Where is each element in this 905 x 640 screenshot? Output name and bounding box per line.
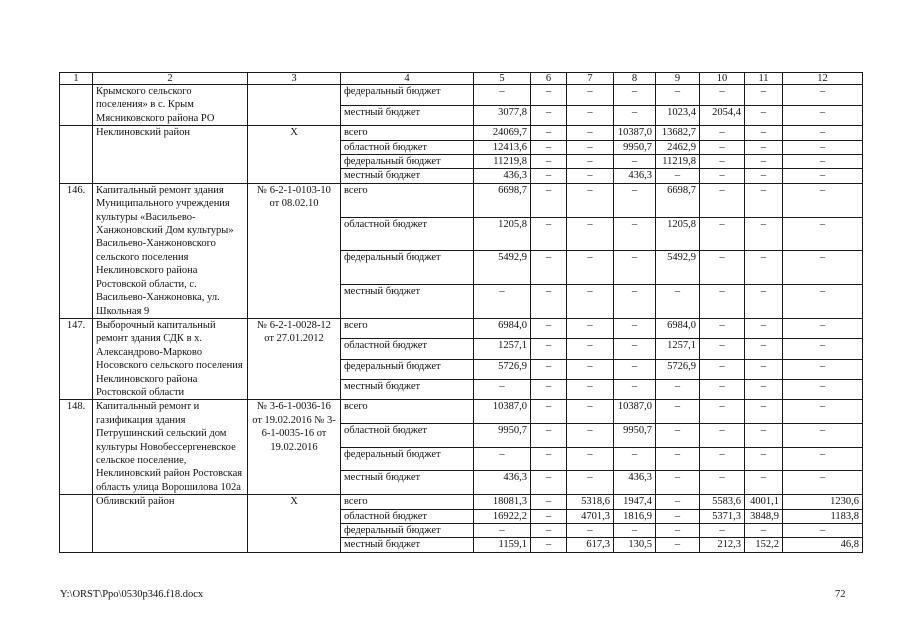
value-col5: 436,3	[474, 169, 531, 183]
object-name: Неклиновский район	[93, 126, 248, 184]
value-col12: 46,8	[783, 538, 863, 552]
value-col5: 1205,8	[474, 217, 531, 251]
value-col9: 5492,9	[656, 251, 700, 285]
value-col10: 2054,4	[700, 105, 745, 126]
row-number	[60, 126, 93, 184]
value-col8: –	[614, 105, 656, 126]
source-label: всего	[341, 495, 474, 509]
value-col12: –	[783, 471, 863, 495]
document-reference	[248, 85, 341, 126]
value-col7: –	[567, 183, 614, 217]
row-number	[60, 85, 93, 126]
value-col11: –	[745, 217, 783, 251]
value-col5: 18081,3	[474, 495, 531, 509]
value-col8: 436,3	[614, 169, 656, 183]
value-col9: –	[656, 447, 700, 471]
value-col6: –	[531, 251, 567, 285]
value-col6: –	[531, 318, 567, 338]
value-col7: –	[567, 285, 614, 319]
value-col5: 436,3	[474, 471, 531, 495]
value-col12: –	[783, 318, 863, 338]
source-label: местный бюджет	[341, 285, 474, 319]
value-col12: –	[783, 140, 863, 154]
value-col9: 1257,1	[656, 339, 700, 359]
row-number: 148.	[60, 400, 93, 495]
column-number-4: 4	[341, 73, 474, 85]
value-col12: –	[783, 285, 863, 319]
value-col11: –	[745, 251, 783, 285]
value-col10: –	[700, 424, 745, 448]
value-col9: 6984,0	[656, 318, 700, 338]
value-col10: –	[700, 339, 745, 359]
source-label: областной бюджет	[341, 217, 474, 251]
value-col9: –	[656, 524, 700, 538]
value-col6: –	[531, 424, 567, 448]
value-col10: –	[700, 359, 745, 379]
value-col7: –	[567, 169, 614, 183]
value-col8: 1947,4	[614, 495, 656, 509]
value-col9: –	[656, 424, 700, 448]
value-col9: 6698,7	[656, 183, 700, 217]
value-col5: 11219,8	[474, 155, 531, 169]
object-name: Капитальный ремонт здания Муниципального учреждения культуры «Васильево-Ханжоновский Дом культуры» Васильево-Ханжоновского сельского поселения Неклиновского района Ростовской области, с. Васильево-Ханжоновка, ул. Школьная 9	[93, 183, 248, 318]
source-label: федеральный бюджет	[341, 447, 474, 471]
document-file-path: Y:\ORST\Ppo\0530p346.f18.docx	[60, 589, 204, 600]
value-col11: –	[745, 285, 783, 319]
value-col10: –	[700, 524, 745, 538]
value-col9: –	[656, 471, 700, 495]
value-col10: –	[700, 471, 745, 495]
value-col7: –	[567, 251, 614, 285]
document-reference: Х	[248, 495, 341, 553]
value-col10: 5371,3	[700, 509, 745, 523]
value-col10: –	[700, 447, 745, 471]
source-label: областной бюджет	[341, 140, 474, 154]
column-number-3: 3	[248, 73, 341, 85]
value-col11: –	[745, 471, 783, 495]
value-col5: 6698,7	[474, 183, 531, 217]
value-col7: 617,3	[567, 538, 614, 552]
value-col7: –	[567, 424, 614, 448]
object-name: Крымского сельского поселения» в с. Крым Мясниковского района РО	[93, 85, 248, 126]
value-col11: –	[745, 126, 783, 140]
value-col8: –	[614, 339, 656, 359]
value-col8: –	[614, 359, 656, 379]
value-col9: –	[656, 169, 700, 183]
budget-table	[59, 72, 863, 553]
value-col10: –	[700, 400, 745, 424]
value-col5: –	[474, 85, 531, 106]
value-col6: –	[531, 495, 567, 509]
value-col6: –	[531, 538, 567, 552]
value-col9: 1023,4	[656, 105, 700, 126]
value-col5: 10387,0	[474, 400, 531, 424]
value-col6: –	[531, 509, 567, 523]
value-col8: –	[614, 524, 656, 538]
value-col6: –	[531, 359, 567, 379]
source-label: местный бюджет	[341, 538, 474, 552]
source-label: федеральный бюджет	[341, 359, 474, 379]
value-col6: –	[531, 85, 567, 106]
value-col11: –	[745, 169, 783, 183]
value-col8: 436,3	[614, 471, 656, 495]
value-col5: 6984,0	[474, 318, 531, 338]
source-label: местный бюджет	[341, 471, 474, 495]
document-reference: № 6-2-1-0028-12 от 27.01.2012	[248, 318, 341, 399]
value-col7: –	[567, 85, 614, 106]
value-col10: –	[700, 217, 745, 251]
source-label: федеральный бюджет	[341, 524, 474, 538]
value-col12: –	[783, 155, 863, 169]
value-col8: 9950,7	[614, 140, 656, 154]
value-col8: –	[614, 318, 656, 338]
value-col9: –	[656, 400, 700, 424]
source-label: всего	[341, 126, 474, 140]
value-col9: 5726,9	[656, 359, 700, 379]
value-col8: –	[614, 379, 656, 399]
value-col10: –	[700, 251, 745, 285]
value-col9: 1205,8	[656, 217, 700, 251]
column-number-5: 5	[474, 73, 531, 85]
table-row	[60, 495, 863, 509]
value-col12: –	[783, 217, 863, 251]
value-col5: 1159,1	[474, 538, 531, 552]
value-col5: 16922,2	[474, 509, 531, 523]
table-row	[60, 85, 863, 106]
value-col6: –	[531, 105, 567, 126]
value-col12: –	[783, 424, 863, 448]
table-row	[60, 318, 863, 338]
value-col10: –	[700, 183, 745, 217]
table-row	[60, 183, 863, 217]
value-col12: –	[783, 183, 863, 217]
value-col6: –	[531, 379, 567, 399]
source-label: федеральный бюджет	[341, 155, 474, 169]
object-name: Капитальный ремонт и газификация здания Петрушинский сельский дом культуры Новобессергеневское сельское поселение, Неклиновский район Ростовская область улица Ворошилова 102а	[93, 400, 248, 495]
value-col5: –	[474, 447, 531, 471]
value-col5: –	[474, 379, 531, 399]
column-number-11: 11	[745, 73, 783, 85]
value-col10: –	[700, 318, 745, 338]
value-col11: –	[745, 379, 783, 399]
value-col12: –	[783, 379, 863, 399]
value-col6: –	[531, 285, 567, 319]
value-col7: –	[567, 400, 614, 424]
row-number: 146.	[60, 183, 93, 318]
object-name: Обливский район	[93, 495, 248, 553]
value-col5: 9950,7	[474, 424, 531, 448]
column-number-12: 12	[783, 73, 863, 85]
value-col12: –	[783, 359, 863, 379]
value-col10: 212,3	[700, 538, 745, 552]
page-number: 72	[835, 589, 846, 600]
column-number-8: 8	[614, 73, 656, 85]
value-col8: 9950,7	[614, 424, 656, 448]
value-col8: –	[614, 217, 656, 251]
value-col11: 3848,9	[745, 509, 783, 523]
value-col11: 4001,1	[745, 495, 783, 509]
value-col6: –	[531, 400, 567, 424]
value-col9: –	[656, 495, 700, 509]
value-col7: –	[567, 339, 614, 359]
column-number-2: 2	[93, 73, 248, 85]
value-col9: –	[656, 509, 700, 523]
value-col8: –	[614, 251, 656, 285]
row-number: 147.	[60, 318, 93, 399]
column-number-7: 7	[567, 73, 614, 85]
source-label: федеральный бюджет	[341, 85, 474, 106]
source-label: областной бюджет	[341, 424, 474, 448]
value-col7: –	[567, 155, 614, 169]
value-col9: –	[656, 538, 700, 552]
value-col11: –	[745, 339, 783, 359]
value-col10: –	[700, 126, 745, 140]
value-col11: –	[745, 524, 783, 538]
value-col6: –	[531, 447, 567, 471]
value-col12: –	[783, 400, 863, 424]
value-col7: –	[567, 318, 614, 338]
source-label: местный бюджет	[341, 105, 474, 126]
value-col6: –	[531, 471, 567, 495]
column-number-row	[60, 73, 863, 85]
value-col9: –	[656, 85, 700, 106]
value-col11: –	[745, 85, 783, 106]
value-col8: –	[614, 447, 656, 471]
value-col7: –	[567, 140, 614, 154]
value-col9: 11219,8	[656, 155, 700, 169]
value-col11: –	[745, 140, 783, 154]
value-col12: –	[783, 339, 863, 359]
value-col10: 5583,6	[700, 495, 745, 509]
value-col6: –	[531, 140, 567, 154]
value-col5: 5726,9	[474, 359, 531, 379]
value-col8: –	[614, 85, 656, 106]
value-col6: –	[531, 339, 567, 359]
value-col11: –	[745, 359, 783, 379]
value-col10: –	[700, 140, 745, 154]
value-col11: –	[745, 318, 783, 338]
value-col12: –	[783, 126, 863, 140]
value-col6: –	[531, 169, 567, 183]
value-col11: –	[745, 424, 783, 448]
value-col7: 5318,6	[567, 495, 614, 509]
value-col9: 2462,9	[656, 140, 700, 154]
value-col11: –	[745, 400, 783, 424]
value-col11: –	[745, 155, 783, 169]
value-col10: –	[700, 285, 745, 319]
value-col6: –	[531, 524, 567, 538]
value-col10: –	[700, 169, 745, 183]
value-col6: –	[531, 126, 567, 140]
value-col10: –	[700, 155, 745, 169]
value-col5: 1257,1	[474, 339, 531, 359]
value-col8: 1816,9	[614, 509, 656, 523]
value-col7: –	[567, 105, 614, 126]
value-col5: 5492,9	[474, 251, 531, 285]
source-label: местный бюджет	[341, 379, 474, 399]
value-col10: –	[700, 379, 745, 399]
source-label: местный бюджет	[341, 169, 474, 183]
source-label: областной бюджет	[341, 509, 474, 523]
value-col12: 1230,6	[783, 495, 863, 509]
value-col12: –	[783, 447, 863, 471]
value-col11: –	[745, 105, 783, 126]
value-col7: –	[567, 524, 614, 538]
column-number-9: 9	[656, 73, 700, 85]
value-col5: –	[474, 524, 531, 538]
value-col8: 130,5	[614, 538, 656, 552]
column-number-10: 10	[700, 73, 745, 85]
value-col5: –	[474, 285, 531, 319]
value-col5: 24069,7	[474, 126, 531, 140]
table-row	[60, 126, 863, 140]
value-col8: 10387,0	[614, 400, 656, 424]
column-number-1: 1	[60, 73, 93, 85]
value-col10: –	[700, 85, 745, 106]
value-col11: –	[745, 183, 783, 217]
table-row	[60, 400, 863, 424]
value-col9: –	[656, 379, 700, 399]
value-col7: –	[567, 471, 614, 495]
value-col12: –	[783, 105, 863, 126]
value-col12: –	[783, 85, 863, 106]
value-col7: –	[567, 126, 614, 140]
source-label: федеральный бюджет	[341, 251, 474, 285]
document-reference: Х	[248, 126, 341, 184]
source-label: всего	[341, 318, 474, 338]
value-col8: –	[614, 155, 656, 169]
value-col7: –	[567, 379, 614, 399]
value-col9: 13682,7	[656, 126, 700, 140]
column-number-6: 6	[531, 73, 567, 85]
value-col7: –	[567, 447, 614, 471]
value-col6: –	[531, 217, 567, 251]
value-col9: –	[656, 285, 700, 319]
document-reference: № 3-6-1-0036-16 от 19.02.2016 № 3-6-1-0035-16 от 19.02.2016	[248, 400, 341, 495]
value-col7: 4701,3	[567, 509, 614, 523]
source-label: всего	[341, 183, 474, 217]
row-number	[60, 495, 93, 553]
object-name: Выборочный капитальный ремонт здания СДК в х. Александрово-Марково Носовского сельского поселения Неклиновского района Ростовской области	[93, 318, 248, 399]
value-col11: –	[745, 447, 783, 471]
value-col6: –	[531, 155, 567, 169]
value-col8: –	[614, 285, 656, 319]
value-col12: –	[783, 524, 863, 538]
value-col8: –	[614, 183, 656, 217]
value-col12: 1183,8	[783, 509, 863, 523]
value-col8: 10387,0	[614, 126, 656, 140]
value-col7: –	[567, 359, 614, 379]
value-col12: –	[783, 169, 863, 183]
value-col11: 152,2	[745, 538, 783, 552]
source-label: областной бюджет	[341, 339, 474, 359]
value-col6: –	[531, 183, 567, 217]
source-label: всего	[341, 400, 474, 424]
value-col5: 12413,6	[474, 140, 531, 154]
value-col5: 3077,8	[474, 105, 531, 126]
value-col12: –	[783, 251, 863, 285]
value-col7: –	[567, 217, 614, 251]
document-reference: № 6-2-1-0103-10 от 08.02.10	[248, 183, 341, 318]
